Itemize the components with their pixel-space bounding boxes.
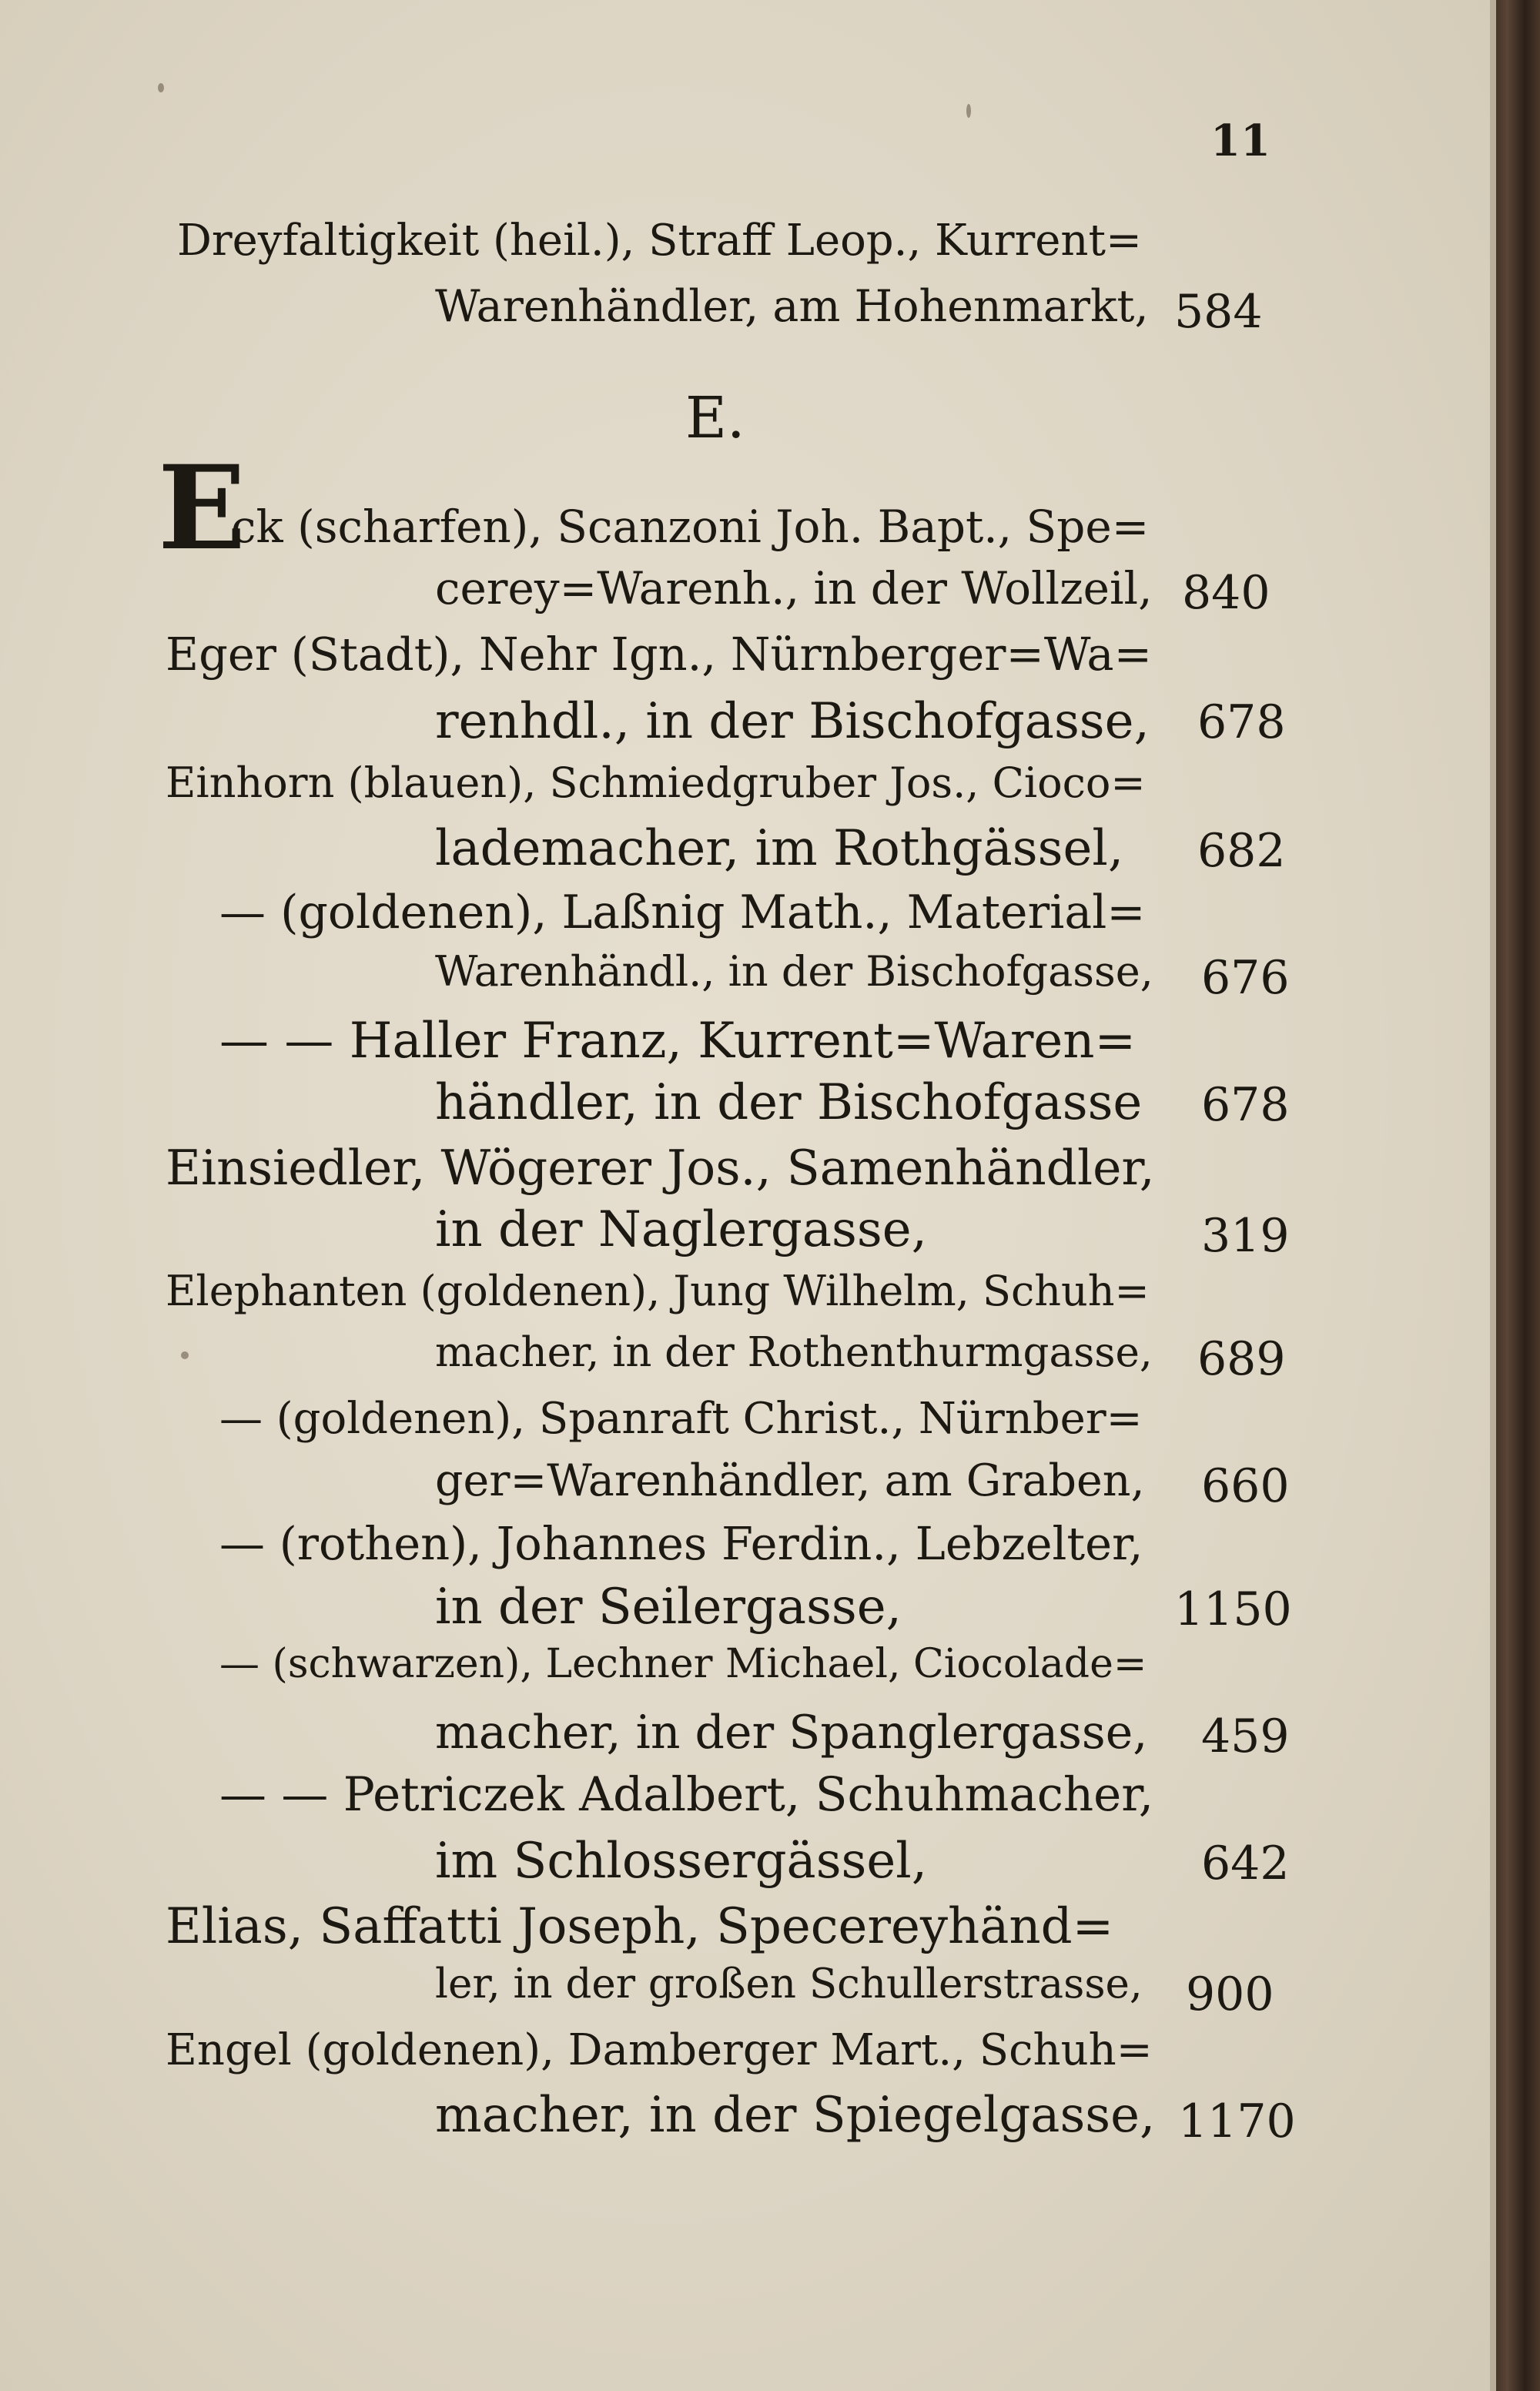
entry-line: ger=Warenhändler, am Graben, [435, 1455, 1145, 1506]
entry-line: im Schlossergässel, [435, 1833, 928, 1890]
entry-number: 678 [1201, 1078, 1290, 1132]
entry-line: renhdl., in der Bischofgasse, [435, 693, 1150, 750]
entry-line: Warenhändler, am Hohenmarkt, [435, 281, 1149, 332]
entry-number: 584 [1174, 285, 1263, 339]
entry-number: 660 [1201, 1459, 1290, 1513]
section-letter: E. [685, 385, 745, 451]
entry-line: in der Naglergasse, [435, 1201, 927, 1258]
entry-line: macher, in der Rothenthurmgasse, [435, 1329, 1153, 1376]
entry-number: 676 [1201, 951, 1290, 1005]
entry-line: ck (scharfen), Scanzoni Joh. Bapt., Spe= [231, 501, 1150, 553]
entry-line: — — Haller Franz, Kurrent=Waren= [219, 1013, 1137, 1070]
entry-line: Engel (goldenen), Damberger Mart., Schuh= [166, 2025, 1153, 2075]
entry-line: cerey=Warenh., in der Wollzeil, [435, 562, 1153, 614]
entry-line: macher, in der Spiegelgasse, [435, 2087, 1156, 2144]
entry-line: Warenhändl., in der Bischofgasse, [435, 947, 1153, 996]
entry-line: Eger (Stadt), Nehr Ign., Nürnberger=Wa= [166, 628, 1153, 681]
entry-number: 1150 [1174, 1582, 1292, 1636]
entry-number: 459 [1201, 1710, 1290, 1763]
paper-speck [181, 1351, 189, 1359]
initial-letter: E [158, 440, 246, 576]
entry-number: 840 [1182, 566, 1270, 620]
entry-number: 678 [1197, 695, 1286, 749]
entry-line: — — Petriczek Adalbert, Schuhmacher, [219, 1767, 1154, 1822]
entry-line: Einsiedler, Wögerer Jos., Samenhändler, [166, 1140, 1155, 1196]
page-number: 11 [1210, 116, 1270, 166]
entry-line: — (goldenen), Spanraft Christ., Nürnber= [219, 1394, 1143, 1444]
entry-line: in der Seilergasse, [435, 1579, 902, 1636]
entry-number: 1170 [1178, 2095, 1296, 2148]
entry-number: 689 [1197, 1332, 1286, 1386]
paper-speck [966, 104, 971, 118]
entry-line: Einhorn (blauen), Schmiedgruber Jos., Cioco= [166, 758, 1146, 807]
entry-number: 682 [1197, 824, 1286, 878]
entry-number: 900 [1186, 1967, 1274, 2021]
entry-number: 642 [1201, 1837, 1290, 1890]
entry-line: — (rothen), Johannes Ferdin., Lebzelter, [219, 1517, 1143, 1570]
entry-line: Elias, Saffatti Joseph, Specereyhänd= [166, 1898, 1114, 1955]
entry-line: macher, in der Spanglergasse, [435, 1706, 1148, 1760]
entry-line: lademacher, im Rothgässel, [435, 820, 1124, 877]
entry-line: ler, in der großen Schullerstrasse, [435, 1961, 1143, 2008]
entry-number: 319 [1201, 1209, 1290, 1263]
entry-line: — (schwarzen), Lechner Michael, Ciocolade= [219, 1641, 1147, 1687]
entry-line: Elephanten (goldenen), Jung Wilhelm, Schuh= [166, 1267, 1150, 1315]
entry-line: händler, in der Bischofgasse [435, 1074, 1143, 1131]
entry-line: — (goldenen), Laßnig Math., Material= [219, 886, 1146, 939]
entry-line: Dreyfaltigkeit (heil.), Straff Leop., Kurrent= [177, 216, 1142, 266]
paper-speck [158, 83, 164, 92]
book-binding [1490, 0, 1540, 2391]
